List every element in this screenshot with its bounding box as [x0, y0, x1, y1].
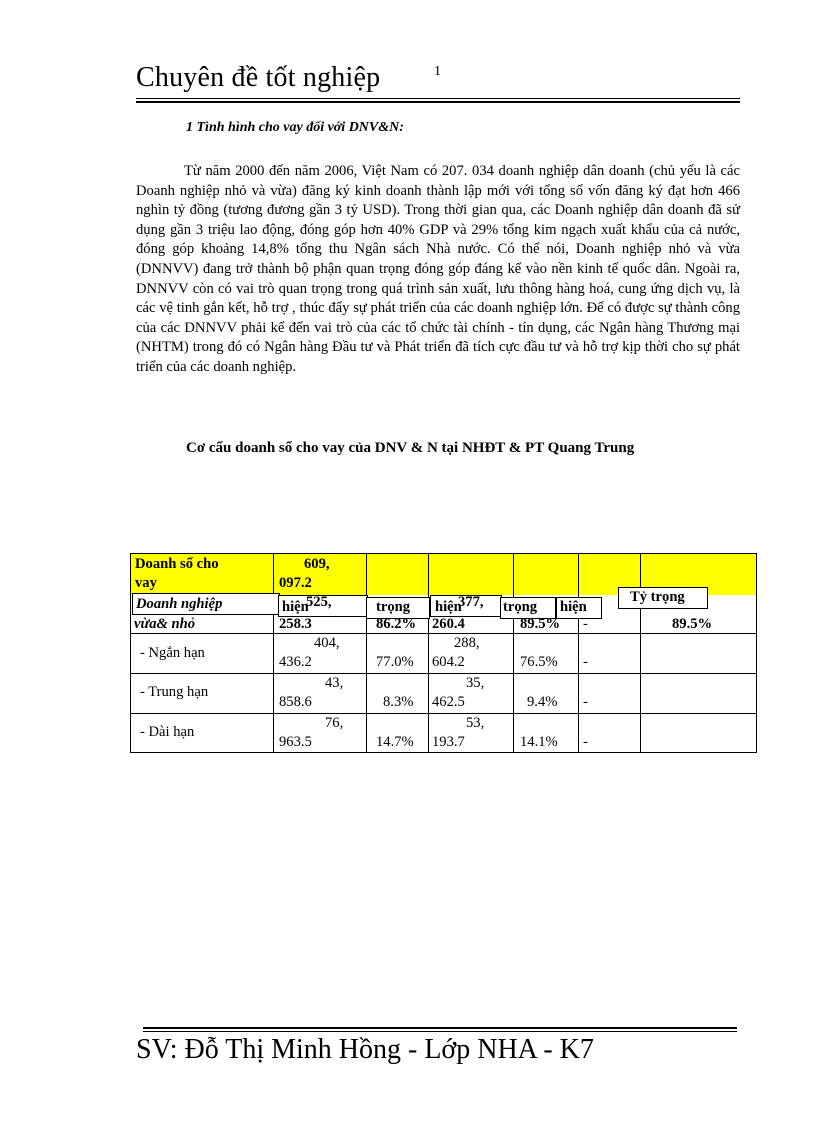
grid-line	[756, 553, 757, 753]
overlay-label-hien: hiện	[560, 599, 587, 615]
footer-author: SV: Đỗ Thị Minh Hồng - Lớp NHA - K7	[136, 1034, 594, 1065]
grid-line	[130, 553, 756, 554]
row2-dash: -	[583, 616, 588, 632]
row2-pct1: 86.2%	[376, 616, 417, 632]
row2-label-line2: vừa& nhỏ	[134, 616, 196, 632]
grid-line	[273, 553, 274, 753]
row4-value2-line2: 462.5	[432, 694, 465, 710]
row2-value2-line1: 377,	[458, 594, 484, 610]
grid-line	[130, 752, 756, 753]
row5-dash: -	[583, 734, 588, 750]
row5-value1-line2: 963.5	[279, 734, 312, 750]
grid-line	[513, 553, 514, 753]
row3-label: - Ngắn hạn	[140, 645, 205, 661]
row1-label-line1: Doanh số cho	[135, 556, 219, 572]
row1-label-line2: vay	[135, 575, 157, 591]
row4-value1-line1: 43,	[325, 675, 344, 691]
footer-rule-thick	[143, 1027, 737, 1029]
grid-line	[428, 553, 429, 753]
row4-dash: -	[583, 694, 588, 710]
row5-value1-line1: 76,	[325, 715, 344, 731]
grid-line	[578, 553, 579, 753]
row1-value-line1: 609,	[304, 556, 330, 572]
row4-label: - Trung hạn	[140, 684, 209, 700]
section-heading: 1 Tình hình cho vay đối với DNV&N:	[186, 120, 404, 135]
row4-value1-line2: 858.6	[279, 694, 312, 710]
row2-label-line1: Doanh nghiệp	[136, 596, 223, 612]
row4-value2-line1: 35,	[466, 675, 485, 691]
row5-value2-line2: 193.7	[432, 734, 465, 750]
grid-line	[640, 553, 641, 753]
row3-pct1: 77.0%	[376, 654, 414, 670]
row5-pct1: 14.7%	[376, 734, 414, 750]
row2-value1-line1: 525,	[306, 594, 332, 610]
row4-pct1: 8.3%	[383, 694, 414, 710]
document-header-title: Chuyên đề tốt nghiệp	[136, 62, 381, 93]
overlay-label-ty-trong: Tỷ trọng	[630, 589, 685, 605]
row5-pct2: 14.1%	[520, 734, 558, 750]
overlay-label-hien: hiện	[282, 599, 309, 615]
row3-pct2: 76.5%	[520, 654, 558, 670]
row3-value2-line2: 604.2	[432, 654, 465, 670]
row5-value2-line1: 53,	[466, 715, 485, 731]
overlay-label-trong: trọng	[376, 599, 411, 615]
row3-value2-line1: 288,	[454, 635, 480, 651]
grid-line	[130, 553, 131, 753]
grid-line	[366, 553, 367, 753]
row2-pct3: 89.5%	[672, 616, 713, 632]
header-rule-thick	[136, 101, 740, 103]
grid-line	[130, 673, 756, 674]
row4-pct2: 9.4%	[527, 694, 558, 710]
overlay-label-trong: trọng	[503, 599, 538, 615]
row2-value2-line2: 260.4	[432, 616, 465, 632]
header-rule-thin	[136, 98, 740, 99]
row3-value1-line1: 404,	[314, 635, 340, 651]
row2-pct2: 89.5%	[520, 616, 561, 632]
footer-rule-thin	[143, 1031, 737, 1032]
row1-value-line2: 097.2	[279, 575, 312, 591]
page-number: 1	[434, 64, 441, 79]
row5-label: - Dài hạn	[140, 724, 195, 740]
grid-line	[130, 713, 756, 714]
table-caption: Cơ cấu doanh số cho vay của DNV & N tại NHĐT & PT Quang Trung	[186, 440, 635, 456]
row3-dash: -	[583, 654, 588, 670]
row3-value1-line2: 436.2	[279, 654, 312, 670]
row2-value1-line2: 258.3	[279, 616, 312, 632]
body-paragraph: Từ năm 2000 đến năm 2006, Việt Nam có 207. 034 doanh nghiệp dân doanh (chủ yếu là các Doanh nghiệp nhỏ và vừa) đăng ký kinh doanh thành lập mới với tổng số vốn đăng ký đạt hơn 466 nghìn tỷ đồng (tương đương gần 3 tỷ USD). Trong thời gian qua, các Doanh nghiệp dân doanh đã sử dụng gần 3 triệu lao động, đóng góp hơn 40% GDP và 29% tổng kim ngạch xuất khẩu của cả nước, đóng góp khoảng 14,8% tổng thu Ngân sách Nhà nước. Có thể nói, Doanh nghiệp nhỏ và vừa (DNNVV) đang trở thành bộ phận quan trọng đóng góp đáng kể vào nền kinh tế quốc dân. Ngoài ra, DNNVV còn có vai trò quan trọng trong quá trình sản xuất, lưu thông hàng hoá, cung ứng dịch vụ, là các vệ tinh gắn kết, hỗ trợ , thúc đẩy sự phát triển của các doanh nghiệp lớn. Để có được sự thành công của các DNNVV phải kể đến vai trò của các tổ chức tài chính - tín dụng, các Ngân hàng Thương mại (NHTM) trong đó có Ngân hàng Đầu tư và Phát triển đã tích cực đầu tư và hỗ trợ kịp thời cho sự phát triển của các doanh nghiệp.	[136, 163, 740, 375]
overlay-label-hien: hiện	[435, 599, 462, 615]
